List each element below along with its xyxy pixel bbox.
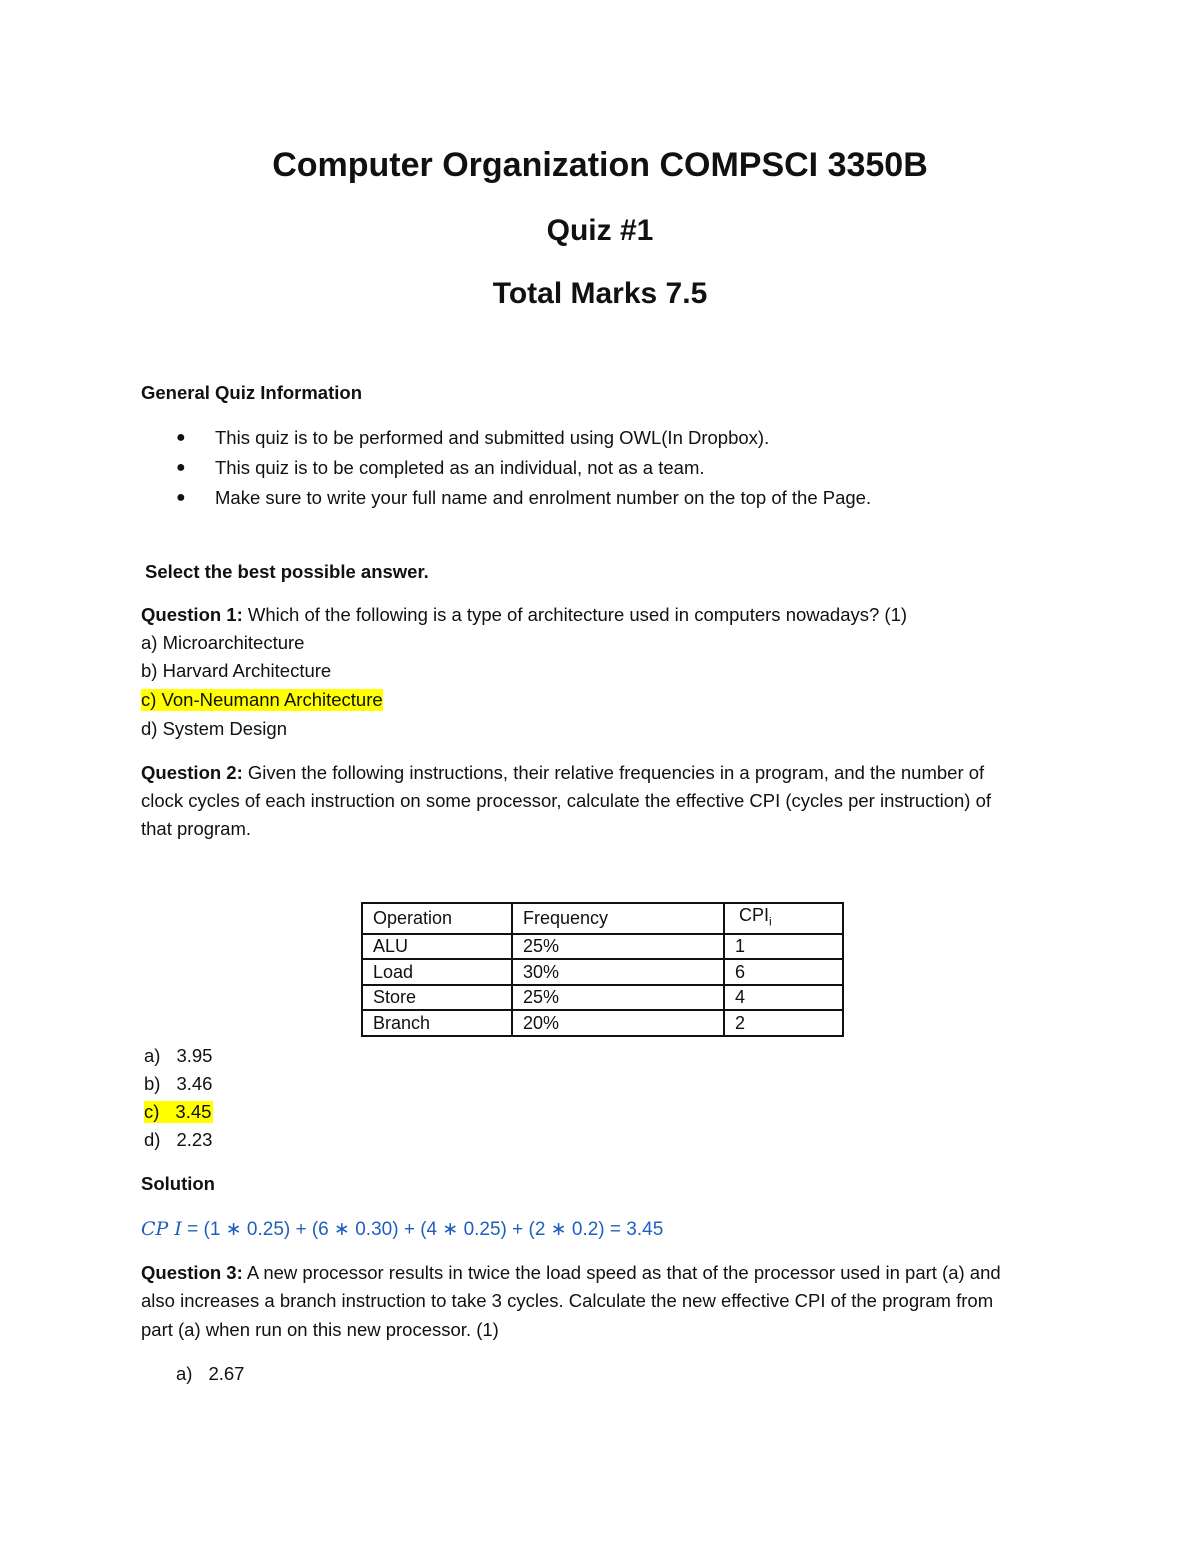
instruction-text: Select the best possible answer. [145, 561, 429, 582]
question-2-line: that program. [141, 818, 252, 839]
question-3-line: part (a) when run on this new processor. (1) [141, 1319, 499, 1340]
question-1 [141, 604, 907, 626]
q2-option: d) 2.23 [144, 1129, 213, 1150]
table-row [362, 934, 843, 960]
question-3-label: Question 3: [141, 1262, 243, 1283]
table-row [362, 985, 843, 1011]
table-cell: 20% [512, 1010, 724, 1036]
q1-option-answer: c) Von-Neumann Architecture [141, 689, 383, 710]
document-page: Computer Organization COMPSCI 3350B Quiz #1 Total Marks 7.5 General Quiz Information ● This quiz is to be performed and submitted using OWL(In Dropbox). ● This quiz is to be completed as an individual, not as a team. ● Make sure to write your full name and enrolment number on the top of the Page. Select the best possible answer. Question 1: Which of the following is a type of architecture used in computers nowadays? (1) a) Microarchitecture b) Harvard Architecture c) Von-Neumann Architecture d) System Design Question 2: Given the following instructions, their relative frequencies in a program, and the number of clock cycles of each instruction on some processor, calculate the effective CPI (cycles per instruction) of that program. Operation Frequency $CPI_i$ ALU 25% 1 Load 30% 6 Store 25% 4 Branch 20% 2 a) 3.95 b) 3.46 c) 3.45 d) 2.23 Solution CP I = (1 ∗ 0.25) + (6 ∗ 0.30) + (4 ∗ 0.25) + (2 ∗ 0.2) = 3.45 Question 3: A new processor results in twice the load speed as that of the processor used in part (a) and also increases a branch instruction to take 3 cycles. Calculate the new effective CPI of the program from part (a) when run on this new processor. (1) a) 2.67 [0, 0, 1200, 1553]
table-cell: 4 [724, 985, 843, 1011]
table-cell: 30% [512, 959, 724, 985]
question-2-line: clock cycles of each instruction on some processor, calculate the effective CPI (cycles per instruction) of [141, 790, 992, 811]
table-cell: 25% [512, 985, 724, 1011]
question-2-label: Question 2: [141, 762, 243, 783]
table-row [362, 1010, 843, 1036]
total-marks: Total Marks 7.5 [492, 277, 708, 310]
solution-formula: CP I = (1 ∗ 0.25) + (6 ∗ 0.30) + (4 ∗ 0.25) + (2 ∗ 0.2) = 3.45 [141, 1218, 664, 1240]
question-2: Question 2: Given the following instructions, their relative frequencies in a program, and the number of [141, 762, 985, 783]
q1-option: a) Microarchitecture [141, 632, 305, 653]
table-cell: ALU [362, 934, 512, 960]
document-title: Computer Organization COMPSCI 3350B [272, 146, 928, 184]
table-cell: 2 [724, 1010, 843, 1036]
table-header-cell: Operation [362, 903, 512, 934]
solution-heading: Solution [141, 1173, 215, 1194]
table-cell: Load [362, 959, 512, 985]
table-cell: 6 [724, 959, 843, 985]
q2-option: a) 3.95 [144, 1045, 213, 1066]
quiz-number: Quiz #1 [546, 214, 654, 247]
question-3: Question 3: A new processor results in twice the load speed as that of the processor used in part (a) and [141, 1262, 1001, 1283]
bullet-icon: ● [176, 459, 186, 476]
table-row [362, 959, 843, 985]
table-header-cell: $CPI_i$ [724, 903, 843, 934]
table-cell: Store [362, 985, 512, 1011]
bullet-icon: ● [176, 489, 186, 506]
question-3-line: also increases a branch instruction to take 3 cycles. Calculate the new effective CPI of the program from [141, 1290, 994, 1311]
info-heading: General Quiz Information [141, 382, 362, 403]
table-cell: 25% [512, 934, 724, 960]
q2-option-answer: c) 3.45 [144, 1101, 212, 1122]
instruction-table [361, 902, 844, 1037]
table-header-row [362, 903, 843, 934]
bullet-icon: ● [176, 429, 186, 446]
table-cell: 1 [724, 934, 843, 960]
q2-option: b) 3.46 [144, 1073, 213, 1094]
table-cell: Branch [362, 1010, 512, 1036]
q3-option: a) 2.67 [176, 1363, 245, 1384]
table-header-cell: Frequency [512, 903, 724, 934]
question-1-label: Question 1: [141, 604, 243, 625]
q1-option: b) Harvard Architecture [141, 660, 332, 681]
q1-option: d) System Design [141, 718, 287, 739]
question-1-text: Which of the following is a type of architecture used in computers nowadays? (1) [242, 604, 908, 625]
